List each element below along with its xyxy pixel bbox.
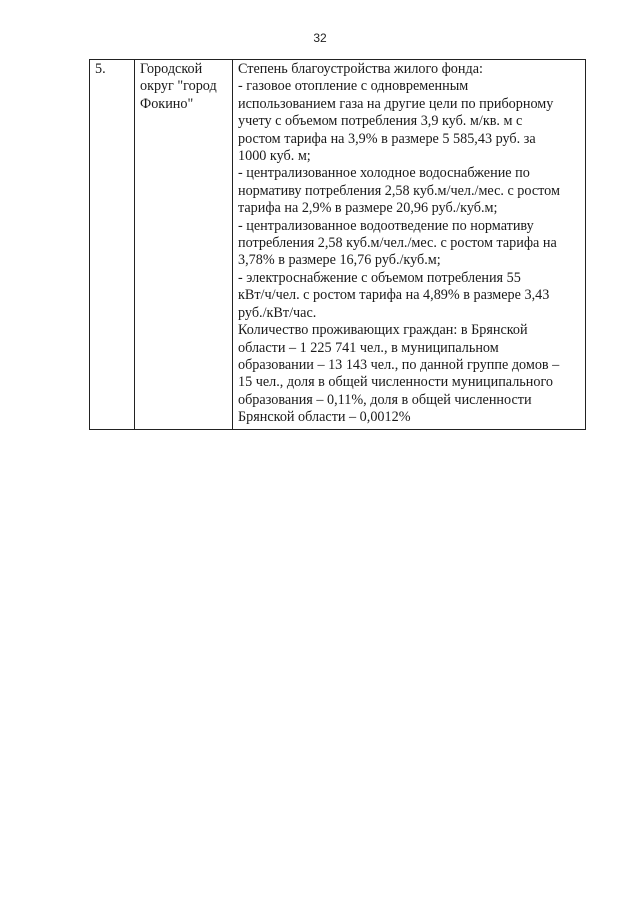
description-line: образовании – 13 143 чел., по данной группе домов – bbox=[238, 356, 560, 373]
data-table bbox=[89, 59, 586, 430]
description-line: учету с объемом потребления 3,9 куб. м/кв. м с bbox=[238, 113, 523, 130]
description-line: образования – 0,11%, доля в общей численности bbox=[238, 391, 532, 408]
row-number-cell: 5. bbox=[90, 60, 135, 430]
description-line: нормативу потребления 2,58 куб.м/чел./мес. с ростом bbox=[238, 182, 560, 199]
description-line: - централизованное холодное водоснабжение по bbox=[238, 165, 530, 182]
table-row bbox=[90, 60, 586, 430]
description-line: Степень благоустройства жилого фонда: bbox=[238, 61, 483, 77]
description-line: кВт/ч/чел. с ростом тарифа на 4,89% в размере 3,43 bbox=[238, 287, 550, 304]
description-line: 3,78% в размере 16,76 руб./куб.м; bbox=[238, 252, 441, 269]
region-name-line: округ "город bbox=[140, 78, 217, 95]
description-line: области – 1 225 741 чел., в муниципальном bbox=[238, 339, 499, 356]
description-line: использованием газа на другие цели по приборному bbox=[238, 95, 554, 112]
region-name-line: Городской bbox=[140, 61, 203, 77]
description-line: - централизованное водоотведение по нормативу bbox=[238, 217, 534, 234]
description-line: 1000 куб. м; bbox=[238, 148, 311, 165]
region-name-cell bbox=[135, 60, 233, 430]
description-line: 15 чел., доля в общей численности муниципального bbox=[238, 374, 554, 391]
description-line: ростом тарифа на 3,9% в размере 5 585,43 руб. за bbox=[238, 130, 536, 147]
description-line: Брянской области – 0,0012% bbox=[238, 409, 411, 426]
region-name-line: Фокино" bbox=[140, 95, 194, 112]
description-line: - электроснабжение с объемом потребления 55 bbox=[238, 269, 521, 286]
description-line: потребления 2,58 куб.м/чел./мес. с ростом тарифа на bbox=[238, 235, 557, 252]
description-line: - газовое отопление с одновременным bbox=[238, 78, 469, 95]
description-line: тарифа на 2,9% в размере 20,96 руб./куб.м; bbox=[238, 200, 498, 217]
page-number: 32 bbox=[313, 31, 327, 45]
description-line: Количество проживающих граждан: в Брянской bbox=[238, 322, 528, 339]
description-cell bbox=[233, 60, 586, 430]
description-line: руб./кВт/час. bbox=[238, 304, 317, 321]
